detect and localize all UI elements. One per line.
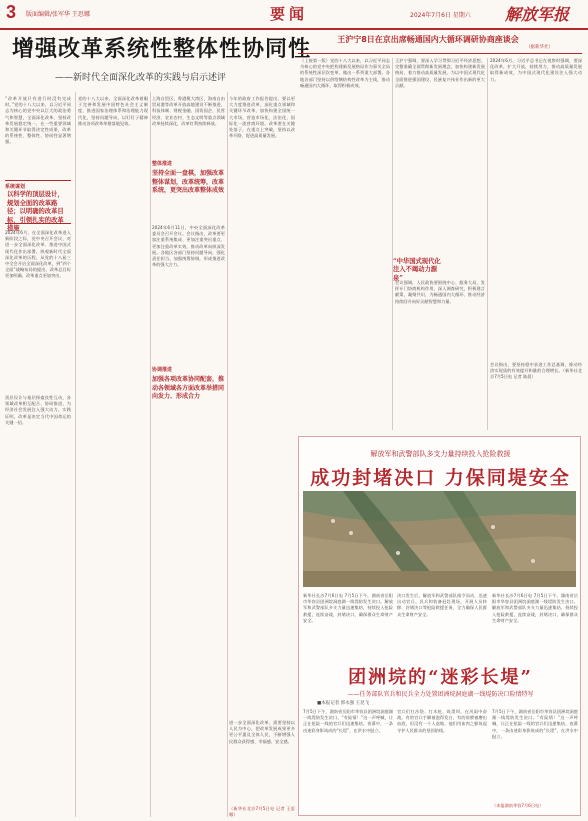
pull-quote-3-text: 加强各项改革协同配套，推动各领域各方面改革举措同向发力、形成合力 (152, 376, 225, 400)
second-byline: ■本报记者 郭永强 王昆飞 (317, 701, 370, 706)
pull-quote-2 (152, 160, 225, 220)
second-body-col3: 7月5日下午，湖南省岳阳市华容县团洲垸洞庭湖一线堤防发生决口。“有险情！”这一声呼喊，让正在抢险一线的官兵们迅速集结。夜幕中，一条由迷彩身影筑成的“长堤”，在洪水中挺立。 (492, 709, 578, 739)
newspaper-logo: 解放军报 (505, 5, 570, 24)
article-col3-body: 2024年6月11日，中央全面深化改革委员会召开会议。会议指出，改革要更加注重系统集成、更加注重突出重点、更加注重改革实效，推动改革向纵深发展。各地区各部门坚持问题导向，强化责任担当，加强统筹协调，形成推进改革的强大合力。 (152, 225, 225, 268)
feature-body-col3: 新华社长沙7月6日电 7月5日下午，湖南省岳阳市华容县团洲垸洞庭湖一线堤防发生决口。解放军和武警部队多支力量迅速集结，持续投入抢险救援，连续奋战，封堵决口，确保群众生命财产安全。 (492, 593, 578, 623)
main-subheadline: ——新时代全面深化改革的实践与启示述评 (55, 73, 227, 83)
right-col-d: 2024年6月，习近平总书记在视察时强调，要深化改革，扩大开放，持续用力，推动高质量发展取得新成效，为中国式现代化建设注入强大动力。 (490, 58, 582, 82)
editor-line: 版面编辑/张军华 王思娜 (26, 11, 90, 18)
column-divider (227, 92, 228, 817)
column-divider (487, 58, 488, 430)
right-top-headline: 王沪宁8日在京出席畅通国内大循环调研协商座谈会 (337, 35, 519, 44)
article-col1-top: “改革开放只有进行时没有完成时。”党的十八大以来，以习近平同志为核心的党中央以巨大的政治勇气和智慧，全面深化改革，坚持改革发展稳定统一，在一些重要领域和关键环节取得决定性成果，改革的系统性、整体性、协同性显著增强。 (5, 96, 71, 145)
feature-body-col1: 新华社长沙7月6日电 7月5日下午，湖南省岳阳市华容县团洲垸洞庭湖一线堤防发生决口。解放军和武警部队多支力量迅速集结，持续投入抢险救援，连续奋战，封堵决口，确保群众生命财产安全。 (303, 593, 393, 623)
section-title: 要闻 (270, 5, 309, 23)
right-top-story-header (298, 28, 582, 54)
column-divider (392, 58, 393, 430)
pull-quote-2-tag: 整体推进 (152, 161, 173, 167)
feature-headline: 成功封堵决口 力保同堤安全 (310, 467, 571, 489)
article-col2: 党的十八大以来，全面深化改革着眼于完善和发展中国特色社会主义制度、推进国家治理体系和治理能力现代化，坚持问题导向，以钉钉子精神推动各项改革举措落地见效。 (78, 96, 148, 126)
right-top-source: （据新华社） (526, 45, 553, 50)
issue-date: 2024年7月6日 星期六 (410, 12, 471, 19)
article-col1-bottom: 顶层设计与基层探索良性互动，各领域改革相互配合、协同推进，为经济社会发展注入强大动力。实践证明，改革是决定当代中国命运的关键一招。 (5, 395, 71, 425)
second-body-col2: 官兵们扛沙袋、打木桩、筑堤坝，在风雨中奋战。有的官兵手脚被泡得发白，有的肩膀被磨出血泡，但没有一个人退缩。他们用血肉之躯筑起守护人民群众的坚固防线。 (397, 709, 487, 733)
flood-rescue-photo (303, 491, 576, 587)
pull-quote-2-text: 坚持全面一盘棋，加强改革整体谋划，改革统筹，改革系统，更突出改革整体成效 (152, 170, 225, 194)
main-headline: 增强改革系统性整体性协同性 (12, 37, 312, 62)
column-divider (75, 92, 76, 817)
right-col-c: 会议强调，人民政协要围绕中心、服务大局，发挥专门协商机构作用，深入调查研究，积极建言献策，凝聚共识，为畅通国内大循环、推动经济持续回升向好贡献智慧和力量。 (395, 280, 485, 304)
pull-quote-1-text: 以科学的顶层设计，规划全面的改革路径；以明确的改革目标，引领扎实的改革措施 (7, 191, 64, 232)
feature-body-col2: 决口发生后，解放军和武警部队闻令而动，迅速出动官兵、民兵和装备赶赴现场，开展人员转移、封堵决口等抢险救援任务，全力确保人民群众生命财产安全。 (397, 593, 487, 617)
pull-quote-3 (152, 366, 225, 402)
pull-quote-1-tag: 系统谋划 (5, 184, 26, 190)
right-subhead: “中华国式现代化注入不竭动力源泉” (393, 258, 441, 282)
article-sign-off: （新华社北京7月5日电 记者 王思娜） (229, 806, 295, 818)
article-col4-bottom: 进一步全面深化改革，需要坚持以人民为中心，把改革发展成果更多更公平惠及全体人民，不断增强人民群众获得感、幸福感、安全感。 (229, 720, 295, 744)
second-body-col1: 7月5日下午，湖南省岳阳市华容县团洲垸洞庭湖一线堤防发生决口。“有险情！”这一声呼喊，让正在抢险一线的官兵们迅速集结。夜幕中，一条由迷彩身影筑成的“长堤”，在洪水中挺立。 (303, 709, 393, 733)
article-col3-intro: 上海自贸区、粤港澳大湾区、海南自由贸易港等改革开放高地建设不断推进，科技体制、财税金融、国资国企、民营经济、农业农村、生态文明等重点领域改革持续深化，改革红利持续释放。 (152, 96, 225, 126)
right-col-b: 王沪宁强调，要深入学习贯彻习近平经济思想，完整准确全面贯彻新发展理念，加快构建新发展格局，着力推动高质量发展，为以中国式现代化全面推进强国建设、民族复兴伟业作出新的更大贡献。 (395, 58, 485, 88)
article-col4: 今年的政府工作报告提出，要以更大力度推进改革，深化重点领域和关键环节改革，加快构建全国统一大市场，营造市场化、法治化、国际化一流营商环境。改革要在关键处落子，在重点上突破，坚持以改革开路，促进高质量发展。 (229, 96, 295, 139)
feature-box (298, 436, 581, 816)
second-sign-off: （本报湖南华容7月6日电） (492, 803, 544, 808)
page-header (0, 0, 588, 30)
flood-photo-image (303, 491, 576, 587)
feature-kicker: 解放军和武警部队多支力量持续投入抢险救援 (370, 450, 511, 458)
second-headline: 团洲垸的“迷彩长堤” (348, 667, 533, 688)
pull-quote-1 (5, 180, 71, 232)
page-number: 3 (6, 2, 17, 22)
pull-quote-3-tag: 协调推进 (152, 367, 173, 373)
right-col-e: 会议指出，要坚持稳中求进工作总基调，推动经济实现质的有效提升和量的合理增长。（新华社北京7月5日电 记者 陈晨） (490, 362, 582, 380)
article-col1-mid: 2024年6月，在全面深化改革进入新阶段之际，党中央召开会议，对进一步全面深化改革、推进中国式现代化作出部署。纵观新时代全面深化改革的历程，从党的十八届三中全会开启全面深化改革，到“四个全面”战略布局的提出，改革总目标更加明确，改革重点更加突出。 (5, 230, 71, 279)
second-kicker: ——任务部队官兵和民兵全力处置团洲垸洞庭湖一线堤防决口险情特写 (347, 691, 534, 698)
right-col-a: （上接第一版）党的十八大以来，以习近平同志为核心的党中央把构建新发展格局作为事关全局的系统性深层次变革，做出一系列重大部署。各地各部门坚持以供给侧结构性改革为主线，推动畅通国内大循环，取得积极成效。 (300, 58, 390, 88)
column-divider (150, 92, 151, 817)
